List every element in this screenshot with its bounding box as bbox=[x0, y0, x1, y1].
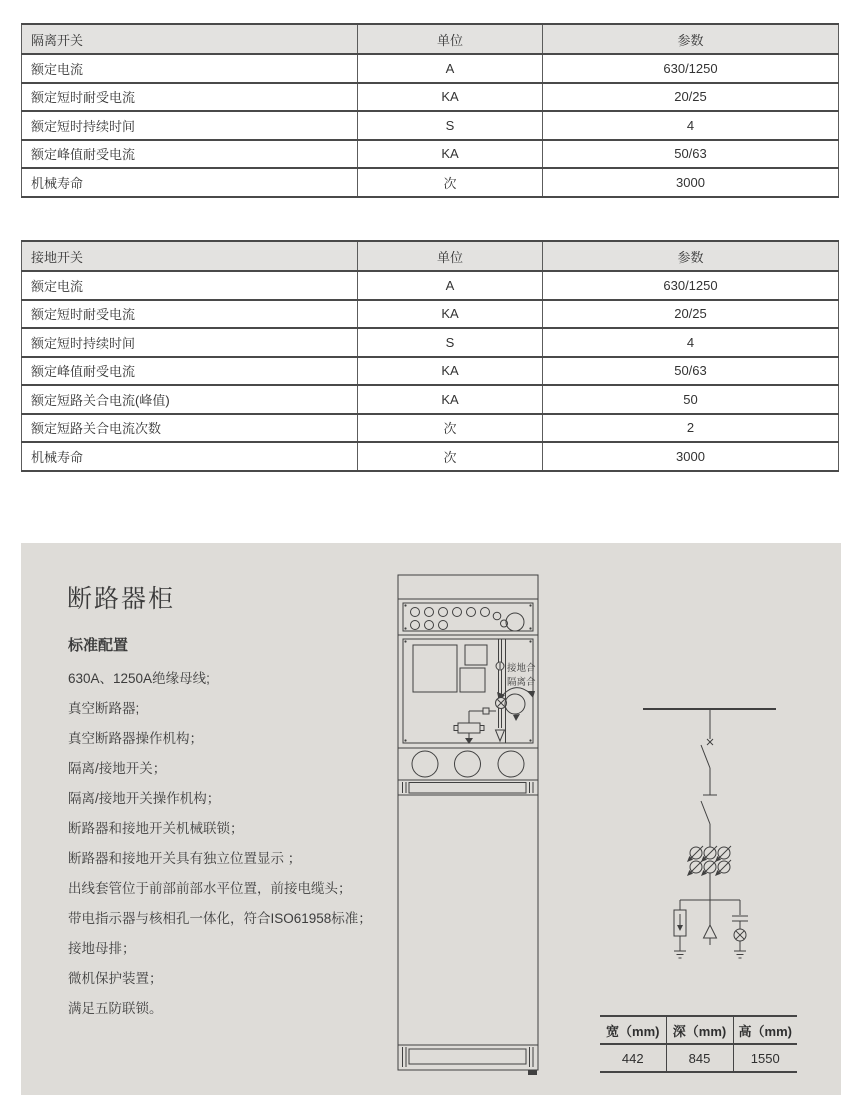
param-cell: 额定短时持续时间 bbox=[22, 111, 358, 140]
table-header-cell: 参数 bbox=[543, 241, 839, 271]
table-row bbox=[22, 54, 839, 83]
param-cell: 机械寿命 bbox=[22, 442, 358, 471]
param-cell: 额定短时耐受电流 bbox=[22, 300, 358, 329]
table-row bbox=[22, 385, 839, 414]
inspection-window bbox=[413, 645, 457, 692]
value-cell: 3000 bbox=[543, 168, 839, 197]
table-row bbox=[22, 300, 839, 329]
table-row bbox=[22, 328, 839, 357]
height-value-cell: 1550 bbox=[733, 1044, 797, 1072]
cable-bushings bbox=[412, 751, 524, 777]
param-cell: 机械寿命 bbox=[22, 168, 358, 197]
param-cell: 额定短路关合电流(峰值) bbox=[22, 385, 358, 414]
value-cell: 630/1250 bbox=[543, 271, 839, 300]
unit-cell: 次 bbox=[358, 442, 543, 471]
unit-cell: S bbox=[358, 328, 543, 357]
cabinet-top-cap bbox=[398, 575, 538, 599]
value-cell: 20/25 bbox=[543, 83, 839, 112]
config-item: 断路器和接地开关具有独立位置显示 ； bbox=[68, 851, 302, 866]
disconnector-switch-symbol bbox=[701, 739, 713, 768]
width-header-cell: 宽（mm) bbox=[600, 1016, 666, 1044]
shaft-end-pointer bbox=[496, 730, 505, 741]
dimension-table bbox=[600, 1015, 797, 1073]
table-row bbox=[22, 83, 839, 112]
table-header-row bbox=[22, 241, 839, 271]
dimension-header-row bbox=[600, 1016, 797, 1044]
table-header-cell: 接地开关 bbox=[22, 241, 358, 271]
depth-header-cell: 深（mm) bbox=[666, 1016, 733, 1044]
unit-cell: KA bbox=[358, 385, 543, 414]
interlock-device bbox=[458, 723, 480, 733]
table-row bbox=[22, 357, 839, 386]
unit-cell: KA bbox=[358, 83, 543, 112]
single-line-diagram bbox=[630, 695, 800, 965]
value-cell: 50 bbox=[543, 385, 839, 414]
earthing-close-label: 接地合 bbox=[507, 663, 536, 674]
param-cell: 额定短时持续时间 bbox=[22, 328, 358, 357]
value-cell: 4 bbox=[543, 328, 839, 357]
value-cell: 20/25 bbox=[543, 300, 839, 329]
dimension-value-row bbox=[600, 1044, 797, 1072]
unit-cell: KA bbox=[358, 300, 543, 329]
table-row bbox=[22, 168, 839, 197]
isolation-close-label: 隔离合 bbox=[507, 677, 536, 688]
config-item: 接地母排； bbox=[68, 941, 136, 956]
table-header-cell: 隔离开关 bbox=[22, 24, 358, 54]
value-cell: 630/1250 bbox=[543, 54, 839, 83]
surge-arrester-symbol bbox=[674, 900, 686, 951]
table-header-cell: 单位 bbox=[358, 241, 543, 271]
table-header-cell: 单位 bbox=[358, 24, 543, 54]
unit-cell: A bbox=[358, 271, 543, 300]
table-row bbox=[22, 414, 839, 443]
config-item: 满足五防联锁。 bbox=[68, 1001, 163, 1016]
unit-cell: A bbox=[358, 54, 543, 83]
config-item: 断路器和接地开关机械联锁； bbox=[68, 821, 244, 836]
param-cell: 额定电流 bbox=[22, 54, 358, 83]
config-item: 出线套管位于前部前部水平位置，前接电缆头； bbox=[68, 881, 352, 896]
value-cell: 2 bbox=[543, 414, 839, 443]
param-cell: 额定峰值耐受电流 bbox=[22, 140, 358, 169]
table-header-cell: 参数 bbox=[543, 24, 839, 54]
indicator-lamp-symbol bbox=[734, 929, 746, 951]
config-item: 630A、1250A绝缘母线; bbox=[68, 671, 210, 686]
cabinet-front-view-drawing bbox=[392, 572, 542, 1077]
cable-terminal-symbol bbox=[704, 925, 717, 938]
unit-cell: 次 bbox=[358, 414, 543, 443]
capacitor-symbol bbox=[732, 900, 748, 929]
config-list bbox=[68, 664, 372, 1024]
value-cell: 4 bbox=[543, 111, 839, 140]
unit-cell: 次 bbox=[358, 168, 543, 197]
config-item: 真空断路器操作机构； bbox=[68, 731, 203, 746]
param-cell: 额定短时耐受电流 bbox=[22, 83, 358, 112]
config-item: 微机保护装置； bbox=[68, 971, 163, 986]
param-cell: 额定短路关合电流次数 bbox=[22, 414, 358, 443]
config-item: 隔离/接地开关操作机构； bbox=[68, 791, 221, 806]
height-header-cell: 高（mm) bbox=[733, 1016, 797, 1044]
config-item: 带电指示器与核相孔一体化，符合ISO61958标准； bbox=[68, 911, 372, 926]
unit-cell: KA bbox=[358, 357, 543, 386]
table-row bbox=[22, 442, 839, 471]
table-header-row bbox=[22, 24, 839, 54]
value-cell: 3000 bbox=[543, 442, 839, 471]
unit-cell: S bbox=[358, 111, 543, 140]
param-cell: 额定峰值耐受电流 bbox=[22, 357, 358, 386]
ground-symbol bbox=[734, 951, 746, 958]
param-cell: 额定电流 bbox=[22, 271, 358, 300]
table-row bbox=[22, 111, 839, 140]
circuit-breaker-cabinet-section bbox=[21, 543, 841, 1095]
unit-cell: KA bbox=[358, 140, 543, 169]
current-transformer-symbols bbox=[687, 846, 731, 876]
depth-value-cell: 845 bbox=[666, 1044, 733, 1072]
ground-symbol bbox=[674, 951, 686, 958]
operation-knob bbox=[505, 694, 525, 714]
width-value-cell: 442 bbox=[600, 1044, 666, 1072]
config-item: 隔离/接地开关； bbox=[68, 761, 167, 776]
value-cell: 50/63 bbox=[543, 140, 839, 169]
breaker-switch-symbol bbox=[701, 795, 717, 824]
table-row bbox=[22, 140, 839, 169]
indicator-holes bbox=[411, 608, 525, 632]
config-item: 真空断路器; bbox=[68, 701, 140, 716]
page-title: 断路器柜 bbox=[67, 585, 176, 613]
value-cell: 50/63 bbox=[543, 357, 839, 386]
standard-config-heading: 标准配置 bbox=[68, 637, 129, 654]
isolation-switch-table bbox=[21, 23, 839, 198]
table-row bbox=[22, 271, 839, 300]
earthing-switch-table bbox=[21, 240, 839, 472]
cabinet-foot bbox=[528, 1070, 537, 1075]
